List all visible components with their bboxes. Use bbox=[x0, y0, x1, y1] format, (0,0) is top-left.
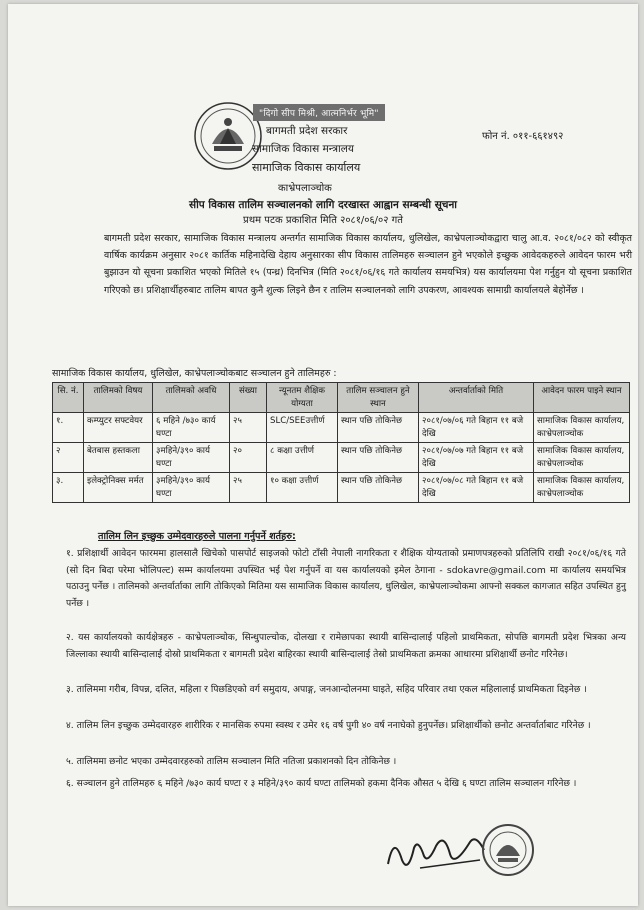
conditions-heading: तालिम लिन इच्छुक उम्मेदवारहरुले पालना गर्नुपर्ने शर्तहरु: bbox=[98, 531, 296, 542]
cell-count: २५ bbox=[230, 413, 267, 443]
col-header-count: संख्या bbox=[230, 383, 267, 413]
published-date: प्रथम पटक प्रकाशित मिति २०८१/०६/०२ गते bbox=[243, 215, 403, 226]
cell-subject: बेतबास हस्तकला bbox=[84, 443, 153, 473]
phone-number: फोन नं. ०११-६६१४९२ bbox=[482, 131, 564, 142]
slogan-banner: "दिगो सीप मिश्री, आत्मनिर्भर भूमि" bbox=[253, 104, 385, 121]
cell-duration: ६ महिने /७३० कार्य घण्टा bbox=[153, 413, 230, 443]
cell-sn: १. bbox=[53, 413, 84, 443]
cell-duration: ३महिने/३९० कार्य घण्टा bbox=[153, 473, 230, 503]
condition-item: २. यस कार्यालयको कार्यक्षेत्रहरु - काभ्रेपलाञ्चोक, सिन्धुपाल्चोक, दोलखा र रामेछापका स्थायी बासिन्दालाई पहिलो प्राथमिकता, सोपछि बागमती प्रदेश भित्रका अन्य जिल्लाका स्थायी बासिन्दालाई दोस्रो प्राथमिकता र बागमती प्रदेश बाहिरका स्थायी बासिन्दालाई तेस्रो प्राथमिकता क्रमका आधारमा प्रशिक्षार्थी छनोट गरिनेछ। bbox=[66, 632, 626, 660]
cell-subject: इलेक्ट्रोनिक्स मर्मत bbox=[84, 473, 153, 503]
col-header-duration: तालिमको अवधि bbox=[153, 383, 230, 413]
cell-sn: ३. bbox=[53, 473, 84, 503]
training-table bbox=[52, 382, 630, 503]
cell-venue: स्थान पछि तोकिनेछ bbox=[338, 473, 419, 503]
cell-form-location: सामाजिक विकास कार्यालय, काभ्रेपलाञ्चोक bbox=[534, 413, 630, 443]
cell-count: २५ bbox=[230, 473, 267, 503]
cell-count: २० bbox=[230, 443, 267, 473]
table-row bbox=[53, 413, 630, 443]
col-header-interview-date: अन्तर्वार्ताको मिति bbox=[419, 383, 534, 413]
col-header-subject: तालिमको विषय bbox=[84, 383, 153, 413]
cell-qualification: SLC/SEEउत्तीर्ण bbox=[267, 413, 338, 443]
cell-interview-date: २०८१/०७/०८ गते बिहान ११ बजे देखि bbox=[419, 473, 534, 503]
ministry-name: सामाजिक विकास मन्त्रालय bbox=[252, 143, 354, 155]
cell-form-location: सामाजिक विकास कार्यालय, काभ्रेपलाञ्चोक bbox=[534, 443, 630, 473]
condition-item: १. प्रशिक्षार्थी आवेदन फारममा हालसालै खिचेको पासपोर्ट साइजको फोटो टाँसी नेपाली नागरिकता र शैक्षिक योग्यताको प्रमाणपत्रहरुको प्रतिलिपि राखी २०८१/०६/१६ गते (सो दिन बिदा परेमा भोलिपल्ट) सम्म कार्यालयमा उपस्थित भई पेश गर्नुपर्ने वा यस कार्यालयको इमेल ठेगाना - sdokavre@gmail.com मा कार्यालय समयभित्र पठाउनु पर्नेछ । तालिमको अन्तर्वार्ताका लागि तोकिएको मितिमा यस सामाजिक विकास कार्यालय, धुलिखेल, काभ्रेपलाञ्चोकमा आफ्नो सक्कल कागजात सहित उपस्थित हुनु पर्नेछ । bbox=[66, 548, 626, 609]
province-name: बागमती प्रदेश सरकार bbox=[266, 125, 348, 137]
office-name: सामाजिक विकास कार्यालय bbox=[252, 161, 361, 174]
table-row bbox=[53, 443, 630, 473]
cell-venue: स्थान पछि तोकिनेछ bbox=[338, 443, 419, 473]
intro-paragraph: बागमती प्रदेश सरकार, सामाजिक विकास मन्त्रालय अन्तर्गत सामाजिक विकास कार्यालय, धुलिखेल, काभ्रेपलाञ्चोकद्वारा चालु आ.व. २०८१/०८२ को स्वीकृत वार्षिक कार्यक्रम अनुसार २०८१ कार्तिक महिनादेखि देहाय अनुसारका सीप विकास तालिमहरु सञ्चालन हुने भएकोले इच्छुक आवेदकहरुले आवेदन फारम भरी बुझाउन यो सूचना प्रकाशित भएको मितिले १५ (पन्ध्र) दिनभित्र (मिति २०८१/०६/१६ गते कार्यालय समयभित्र) यस कार्यालयमा पेश गर्नुहुन यो सूचना प्रकाशित गरिएको छ। प्रशिक्षार्थीहरुबाट तालिम बापत कुनै शुल्क लिइने छैन र तालिम सञ्चालनको लागि उपकरण, आवश्यक सामाग्री कार्यालयले बेहोर्नेछ । bbox=[104, 233, 632, 296]
condition-item: ३. तालिममा गरीब, विपन्न, दलित, महिला र पिछडिएको वर्ग समुदाय, अपाङ्ग, जनआन्दोलनमा घाइते, सहिद परिवार तथा एकल महिलालाई प्राथमिकता दिइनेछ । bbox=[66, 684, 587, 695]
notice-title: सीप विकास तालिम सञ्चालनको लागि दरखास्त आह्वान सम्बन्धी सूचना bbox=[188, 199, 458, 211]
notice-page bbox=[8, 4, 638, 906]
condition-item: ६. सञ्चालन हुने तालिमहरु ६ महिने /७३० कार्य घण्टा र ३ महिने/३९० कार्य घण्टा तालिमको हकमा दैनिक औसत ५ देखि ६ घण्टा तालिम सञ्चालन गरिनेछ । bbox=[66, 778, 577, 789]
cell-subject: कम्प्युटर सफ्टवेयर bbox=[84, 413, 153, 443]
col-header-sn: सि. नं. bbox=[53, 383, 84, 413]
col-header-qualification: न्यूनतम शैक्षिक योग्यता bbox=[267, 383, 338, 413]
table-caption: सामाजिक विकास कार्यालय, धुलिखेल, काभ्रेपलाञ्चोकबाट सञ्चालन हुने तालिमहरु : bbox=[52, 368, 337, 379]
cell-interview-date: २०८१/०७/०७ गते बिहान ११ बजे देखि bbox=[419, 443, 534, 473]
cell-duration: ३महिने/३९० कार्य घण्टा bbox=[153, 443, 230, 473]
cell-qualification: ८ कक्षा उत्तीर्ण bbox=[267, 443, 338, 473]
col-header-venue: तालिम सञ्चालन हुने स्थान bbox=[338, 383, 419, 413]
condition-item: ४. तालिम लिन इच्छुक उम्मेदवारहरु शारीरिक र मानसिक रुपमा स्वस्थ र उमेर १६ वर्ष पुगी ४० वर्ष ननाघेको हुनुपर्नेछ। प्रशिक्षार्थीको छनोट अन्तर्वार्ताबाट गरिनेछ । bbox=[66, 720, 591, 731]
cell-qualification: १० कक्षा उत्तीर्ण bbox=[267, 473, 338, 503]
office-stamp-icon bbox=[480, 822, 536, 878]
cell-form-location: सामाजिक विकास कार्यालय, काभ्रेपलाञ्चोक bbox=[534, 473, 630, 503]
cell-venue: स्थान पछि तोकिनेछ bbox=[338, 413, 419, 443]
cell-interview-date: २०८१/०७/०६ गते बिहान ११ बजे देखि bbox=[419, 413, 534, 443]
condition-item: ५. तालिममा छनोट भएका उम्मेदवारहरुको तालिम सञ्चालन मिति नतिजा प्रकाशनको दिन तोकिनेछ । bbox=[66, 756, 397, 767]
table-row bbox=[53, 473, 630, 503]
table-header-row bbox=[53, 383, 630, 413]
district-name: काभ्रेपलाञ्चोक bbox=[278, 183, 332, 194]
cell-sn: २ bbox=[53, 443, 84, 473]
col-header-form-location: आवेदन फारम पाइने स्थान bbox=[534, 383, 630, 413]
